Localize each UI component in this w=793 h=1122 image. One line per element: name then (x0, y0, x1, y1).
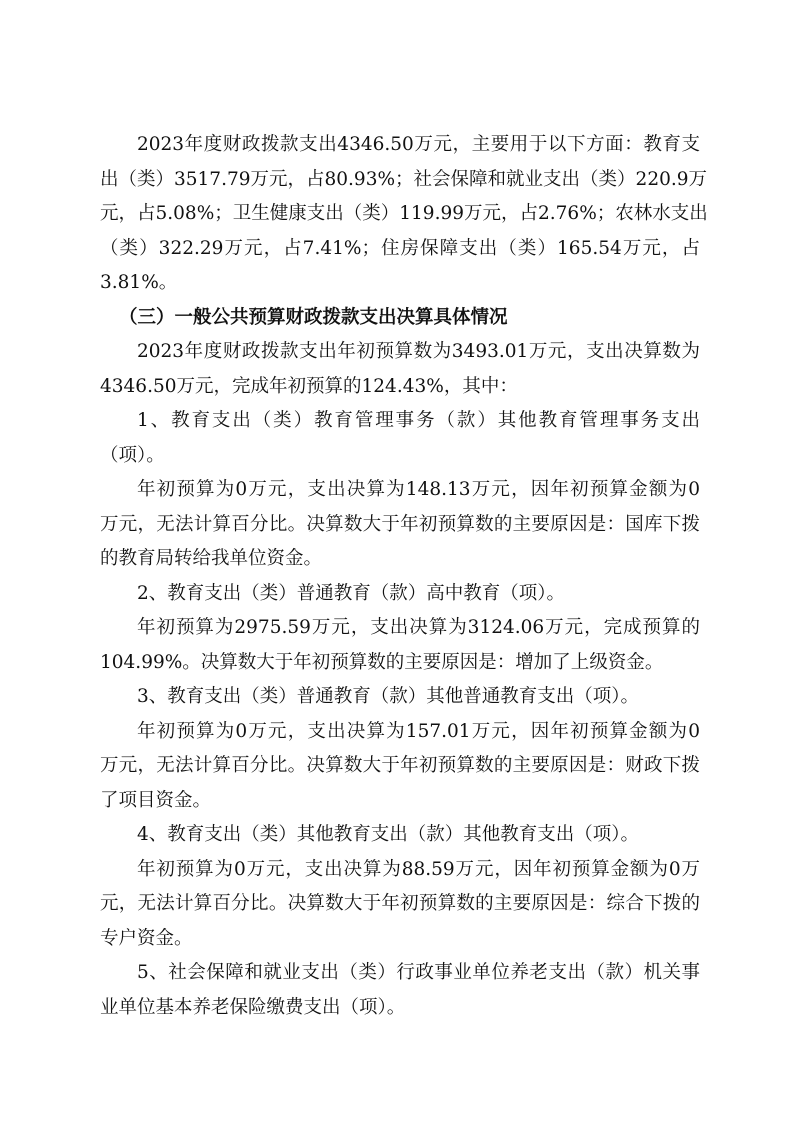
text-line: 出（类）3517.79万元，占80.93%；社会保障和就业支出（类）220.9万 (100, 168, 708, 190)
text-line: 4346.50万元，完成年初预算的124.43%，其中： (100, 375, 518, 397)
text-line: 1、教育支出（类）教育管理事务（款）其他教育管理事务支出 (137, 410, 700, 431)
paragraph (100, 818, 700, 853)
paragraph (100, 128, 708, 301)
paragraph (100, 715, 700, 819)
text-line: （三）一般公共预算财政拨款支出决算具体情况 (119, 306, 508, 328)
text-line: （项）。 (100, 444, 165, 466)
document-body (100, 128, 708, 1025)
text-line: 5、社会保障和就业支出（类）行政事业单位养老支出（款）机关事 (137, 962, 700, 983)
paragraph (100, 680, 700, 715)
text-line: 4、教育支出（类）其他教育支出（款）其他教育支出（项）。 (137, 824, 640, 845)
paragraph (100, 853, 700, 957)
text-line: 2023年度财政拨款支出年初预算数为3493.01万元，支出决算数为 (137, 341, 700, 362)
text-line: 业单位基本养老保险缴费支出（项）。 (100, 996, 406, 1018)
paragraph (100, 956, 700, 1025)
text-line: 年初预算为0万元，支出决算为148.13万元，因年初预算金额为0 (137, 479, 700, 500)
text-line: 3、教育支出（类）普通教育（款）其他普通教育支出（项）。 (137, 686, 640, 707)
paragraph (100, 473, 700, 577)
text-line: 万元，无法计算百分比。决算数大于年初预算数的主要原因是：财政下拨 (100, 755, 700, 776)
text-line: 的教育局转给我单位资金。 (100, 548, 323, 569)
paragraph (100, 577, 700, 612)
text-line: 万元，无法计算百分比。决算数大于年初预算数的主要原因是：国库下拨 (100, 513, 700, 535)
text-line: 专户资金。 (100, 927, 193, 949)
text-line: 元，占5.08%；卫生健康支出（类）119.99万元，占2.76%；农林水支出 (100, 203, 708, 224)
text-line: 年初预算为0万元，支出决算为88.59万元，因年初预算金额为0万 (137, 858, 700, 880)
text-line: 年初预算为0万元，支出决算为157.01万元，因年初预算金额为0 (137, 720, 700, 742)
text-line: 2、教育支出（类）普通教育（款）高中教育（项）。 (137, 582, 566, 604)
text-line: （类）322.29万元，占7.41%；住房保障支出（类）165.54万元，占 (100, 237, 700, 259)
text-line: 3.81%。 (100, 272, 178, 293)
paragraph (100, 335, 700, 404)
text-line: 2023年度财政拨款支出4346.50万元，主要用于以下方面：教育支 (137, 134, 700, 155)
text-line: 元，无法计算百分比。决算数大于年初预算数的主要原因是：综合下拨的 (100, 893, 700, 914)
text-line: 年初预算为2975.59万元，支出决算为3124.06万元，完成预算的 (137, 617, 700, 638)
text-line: 104.99%。决算数大于年初预算数的主要原因是：增加了上级资金。 (100, 651, 664, 673)
paragraph (100, 404, 700, 473)
text-line: 了项目资金。 (100, 789, 212, 811)
section-heading (100, 301, 700, 336)
paragraph (100, 611, 700, 680)
